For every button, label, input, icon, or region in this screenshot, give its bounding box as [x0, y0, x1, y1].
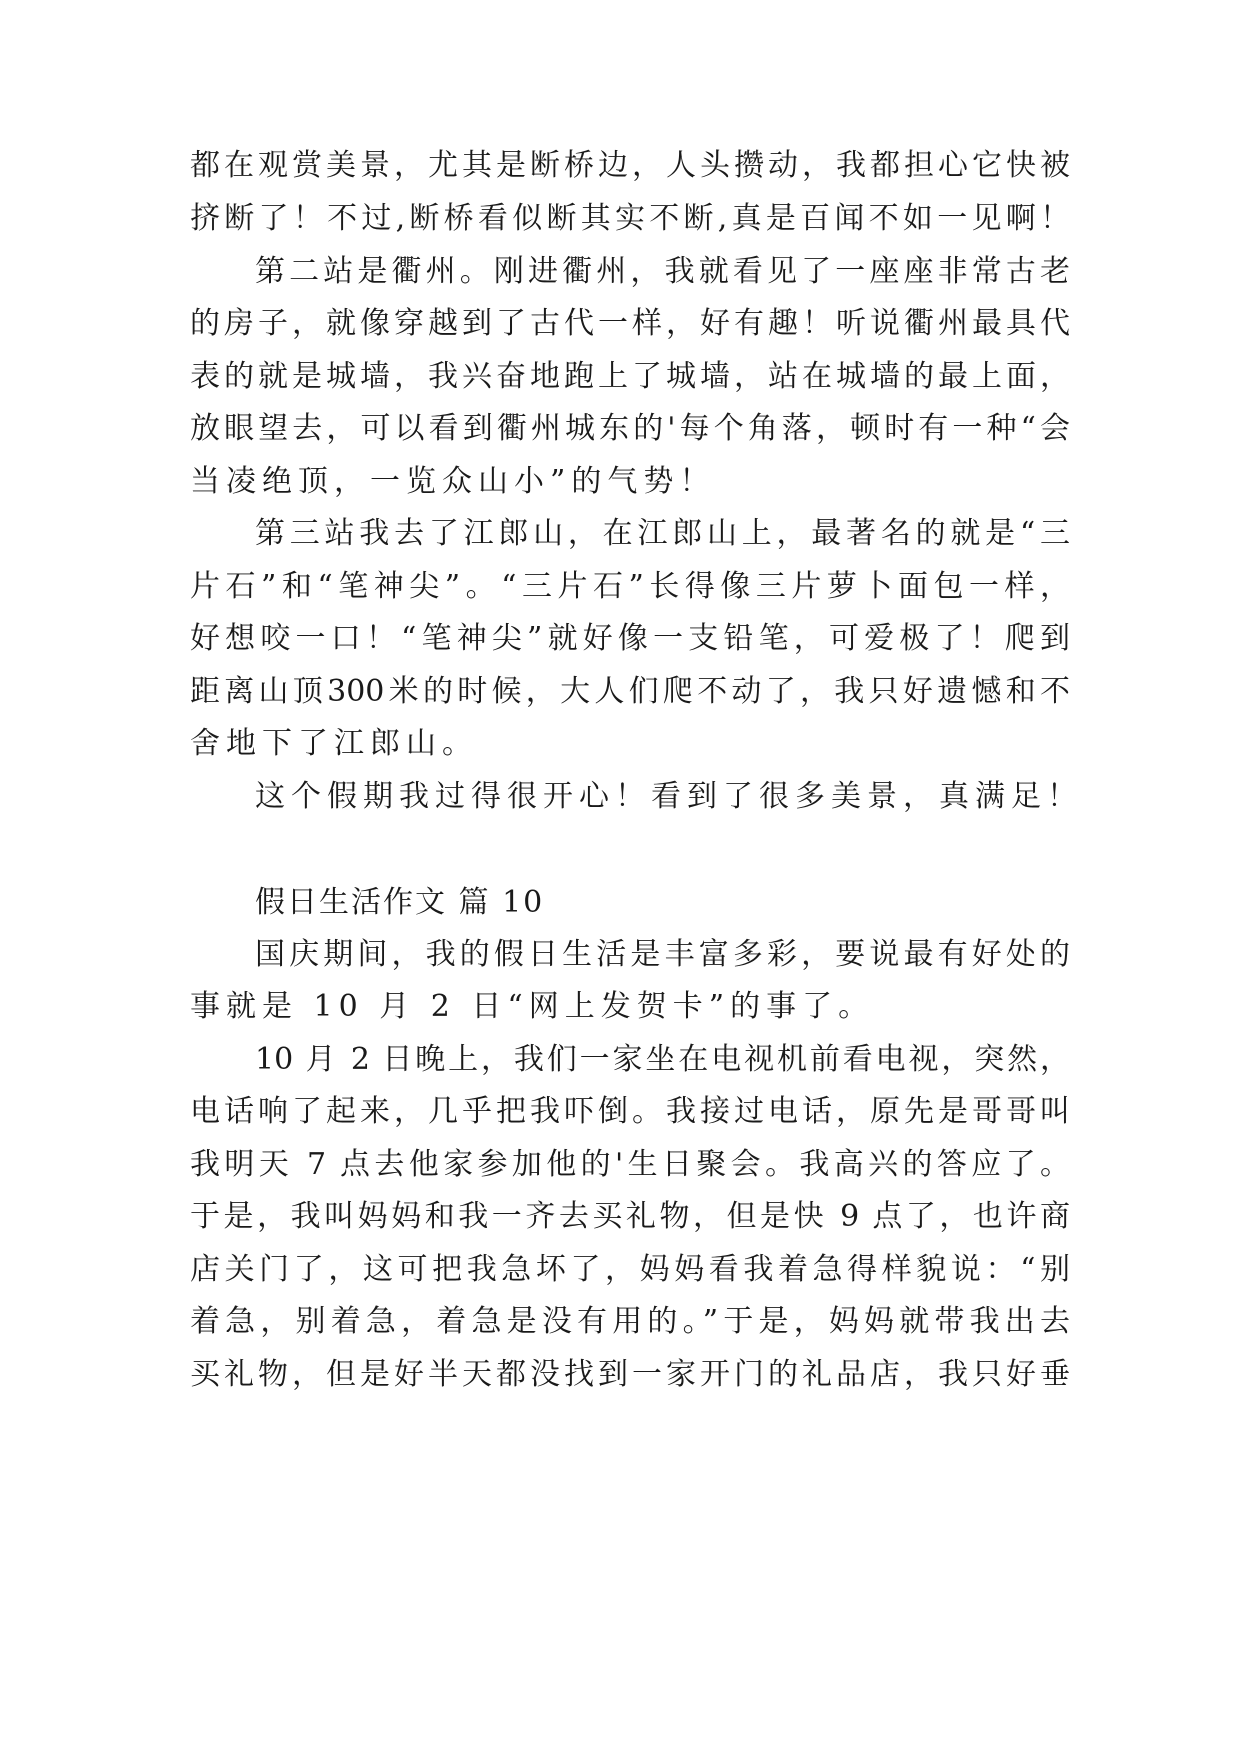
text-line: 第三站我去了江郎山，在江郎山上，最著名的就是“三 [255, 516, 1070, 551]
text-line: 的房子，就像穿越到了古代一样，好有趣！听说衢州最具代 [190, 306, 1070, 341]
text-line: 国庆期间，我的假日生活是丰富多彩，要说最有好处的 [255, 937, 1070, 972]
text-line: 店关门了，这可把我急坏了，妈妈看我着急得样貌说：“别 [190, 1252, 1070, 1287]
text-line: 我明天 7 点去他家参加他的'生日聚会。我高兴的答应了。 [190, 1147, 1070, 1182]
text-line: 挤断了！不过,断桥看似断其实不断,真是百闻不如一见啊！ [190, 201, 1070, 236]
text-line: 买礼物，但是好半天都没找到一家开门的礼品店，我只好垂 [190, 1357, 1070, 1392]
text-line: 放眼望去，可以看到衢州城东的'每个角落，顿时有一种“会 [190, 411, 1070, 446]
text-line: 这个假期我过得很开心！看到了很多美景，真满足！ [255, 779, 1083, 814]
text-line: 表的就是城墙，我兴奋地跑上了城墙，站在城墙的最上面， [190, 359, 1070, 394]
text-line: 10 月 2 日晚上，我们一家坐在电视机前看电视，突然， [255, 1042, 1070, 1077]
section-heading: 假日生活作文 篇 10 [255, 885, 545, 920]
text-line: 距离山顶300米的时候，大人们爬不动了，我只好遗憾和不 [190, 674, 1070, 709]
text-line: 舍地下了江郎山。 [190, 726, 478, 761]
text-line: 着急，别着急，着急是没有用的。”于是，妈妈就带我出去 [190, 1304, 1070, 1339]
text-line: 都在观赏美景，尤其是断桥边，人头攒动，我都担心它快被 [190, 148, 1070, 183]
text-line: 于是，我叫妈妈和我一齐去买礼物，但是快 9 点了，也许商 [190, 1199, 1070, 1234]
text-line: 当凌绝顶，一览众山小”的气势！ [190, 464, 716, 499]
text-line: 第二站是衢州。刚进衢州，我就看见了一座座非常古老 [255, 254, 1070, 289]
text-line: 好想咬一口！“笔神尖”就好像一支铅笔，可爱极了！爬到 [190, 621, 1070, 656]
text-line: 片石”和“笔神尖”。“三片石”长得像三片萝卜面包一样， [190, 569, 1070, 604]
text-line: 事就是 10 月 2 日“网上发贺卡”的事了。 [190, 989, 875, 1024]
text-line: 电话响了起来，几乎把我吓倒。我接过电话，原先是哥哥叫 [190, 1094, 1070, 1129]
